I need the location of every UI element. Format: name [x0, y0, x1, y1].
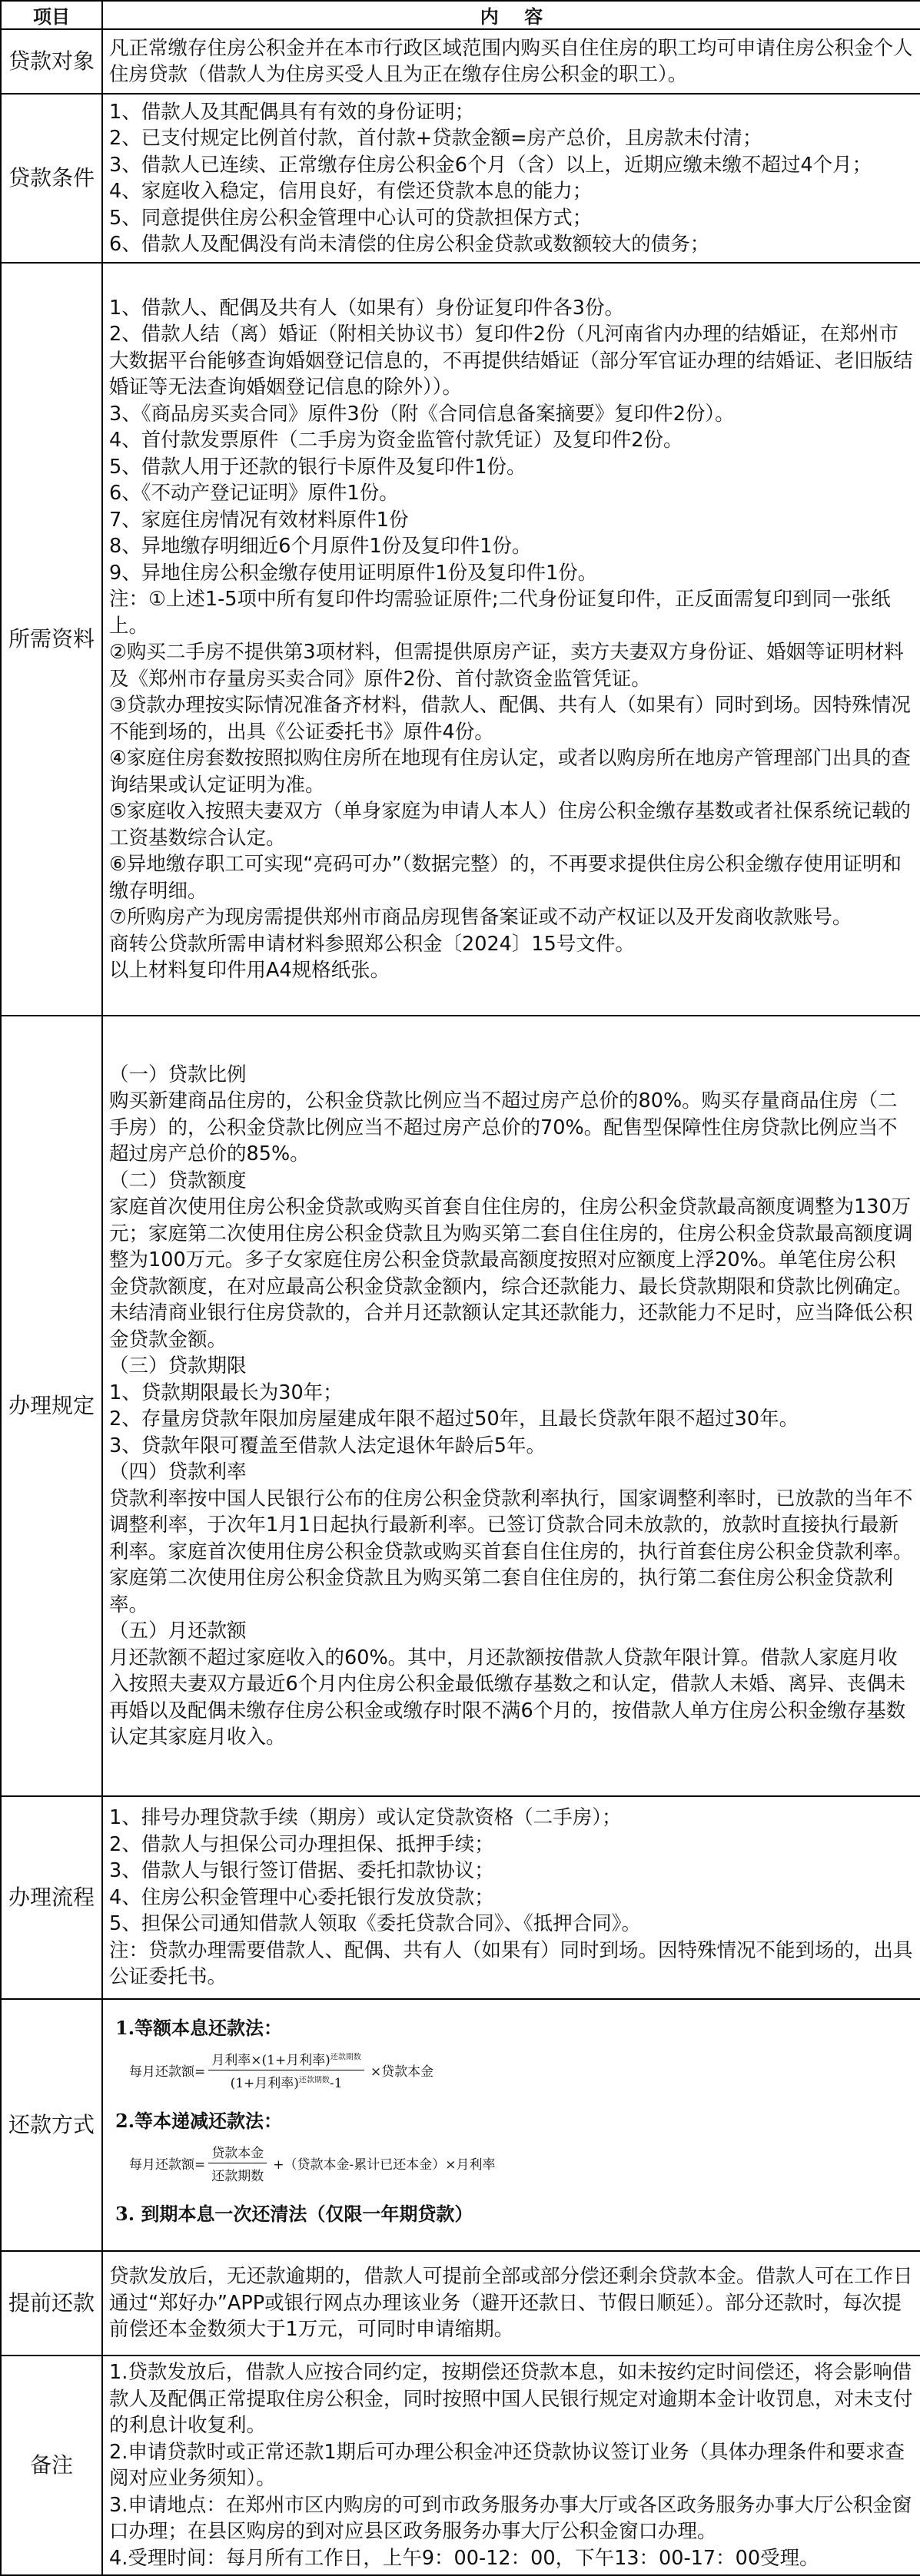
fraction-denominator: 还款期数: [211, 2169, 264, 2184]
row-regulations: [1, 1016, 920, 1796]
formula-equal-principal: [129, 2142, 908, 2184]
text-line: 6、《不动产登记证明》原件1份。: [109, 482, 399, 505]
row-label: 还款方式: [1, 1999, 102, 2251]
header-content: [102, 1, 920, 29]
text-line: 3、借款人已连续、正常缴存住房公积金6个月（含）以上，近期应缴未缴不超过4个月；: [109, 153, 872, 177]
denominator-tail: -1: [329, 2076, 343, 2091]
text-line: 5、同意提供住房公积金管理中心认可的贷款担保方式；: [109, 206, 593, 230]
text-line: 5、担保公司通知借款人领取《委托贷款合同》、《抵押合同》。: [109, 1912, 641, 1936]
exponent: 还款期数: [298, 2076, 330, 2085]
text-line: 注：①上述1-5项中所有复印件均需验证原件;二代身份证复印件，正反面需复印到同一张纸上。: [109, 588, 891, 638]
text-line: 2.申请贷款时或正常还款1期后可办理公积金冲还贷款协议签订业务（具体办理条件和要求查阅对应业务须知）。: [109, 2440, 905, 2490]
text-line: ④家庭住房套数按照拟购住房所在地现有住房认定，或者以购房所在地房产管理部门出具的查询结果或认定证明为准。: [109, 747, 911, 797]
text-line: 贷款发放后，无还款逾期的，借款人可提前全部或部分偿还剩余贷款本金。借款人可在工作日通过“郑好办”APP或银行网点办理该业务（避开还款日、节假日顺延）。部分还款时，每次提前偿还本金数须大于1万元，可同时申请缩期。: [109, 2265, 913, 2342]
text-line: ⑤家庭收入按照夫妻双方（单身家庭为申请人本人）住房公积金缴存基数或者社保系统记载的工资基数综合认定。: [109, 800, 911, 850]
text-line: 5、借款人用于还款的银行卡原件及复印件1份。: [109, 455, 526, 479]
row-content: [102, 2251, 920, 2356]
text-line: 6、借款人及配偶没有尚未清偿的住房公积金贷款或数额较大的债务；: [109, 233, 710, 256]
header-item: [1, 1, 102, 29]
text-line: 8、异地缴存明细近6个月原件1份及复印件1份。: [109, 535, 532, 558]
text-line: ⑦所购房产为现房需提供郑州市商品房现售备案证或不动产权证以及开发商收款账号。: [109, 906, 852, 929]
numerator-text: 月利率×(1+月利率): [211, 2053, 330, 2068]
method-title: 3. 到期本息一次还清法（仅限一年期贷款）: [115, 2203, 473, 2225]
text-line: 9、异地住房公积金缴存使用证明原件1份及复印件1份。: [109, 561, 598, 585]
row-content: [102, 1999, 920, 2251]
row-loan-conditions: [1, 94, 920, 263]
repayment-methods: [103, 2000, 920, 2250]
text-line: （一）贷款比例: [109, 1063, 247, 1086]
text-line: 2、存量房贷款年限加房屋建成年限不超过50年，且最长贷款年限不超过30年。: [109, 1407, 799, 1431]
row-required-materials: [1, 263, 920, 1016]
text-line: 2、已支付规定比例首付款，首付款+贷款金额=房产总价，且房款未付清；: [109, 127, 762, 150]
formula-equal-installment: [129, 2049, 908, 2091]
row-content: [102, 1796, 920, 1999]
row-content: [102, 94, 920, 263]
row-label: 所需资料: [1, 263, 102, 1016]
row-label: 贷款对象: [1, 29, 102, 94]
text-line: 3、贷款年限可覆盖至借款人法定退休年龄后5年。: [109, 1434, 546, 1457]
text-line: 未结清商业银行住房贷款的，合并月还款额认定其还款能力，还款能力不足时，应当降低公积金贷款金额。: [109, 1301, 913, 1351]
text-line: （三）贷款期限: [109, 1354, 247, 1378]
row-prepayment: [1, 2251, 920, 2356]
row-label: 备注: [1, 2356, 102, 2575]
text-line: 购买新建商品住房的，公积金贷款比例应当不超过房产总价的80%。购买存量商品住房（二手房）的，公积金贷款比例应当不超过房产总价的70%。配售型保障性住房贷款比例应当不超过房产总价的85%。: [109, 1089, 898, 1165]
text-line: 7、家庭住房情况有效材料原件1份: [109, 508, 409, 532]
text-line: 3、《商品房买卖合同》原件3份（附《合同信息备案摘要》复印件2份）。: [109, 402, 735, 426]
row-content: [102, 1016, 920, 1796]
fraction-numerator: 贷款本金: [208, 2142, 267, 2163]
text-line: 家庭首次使用住房公积金贷款或购买首套自住住房的，住房公积金贷款最高额度调整为130万元；家庭第二次使用住房公积金贷款且为购买第二套自住住房的，住房公积金贷款最高额度调整为100万元。多子女家庭住房公积金贷款最高额度按照对应额度上浮20%。单笔住房公积金贷款额度，在对应最高公积金贷款金额内，综合还款能力、最长贷款期限和贷款比例确定。: [109, 1195, 913, 1298]
text-line: 2、借款人结（离）婚证（附相关协议书）复印件2份（凡河南省内办理的结婚证，在郑州市大数据平台能够查询婚姻登记信息的，不再提供结婚证（部分军官证办理的结婚证、老旧版结婚证等无法查询婚姻登记信息的除外））。: [109, 323, 913, 399]
formula-fraction: [208, 2142, 267, 2184]
fraction-numerator: [208, 2049, 364, 2070]
row-process: [1, 1796, 920, 1999]
text-line: 1、排号办理贷款手续（期房）或认定贷款资格（二手房）；: [109, 1806, 622, 1830]
text-line: 3.申请地点：在郑州市区内购房的可到市政务服务办事大厅或各区政务服务办事大厅公积金窗口办理；在县区购房的到对应县区政务服务办事大厅公积金窗口办理。: [109, 2493, 912, 2543]
text-line: （四）贷款利率: [109, 1460, 247, 1484]
row-label: 提前还款: [1, 2251, 102, 2356]
row-loan-target: [1, 29, 920, 94]
text-line: 1、借款人、配偶及共有人（如果有）身份证复印件各3份。: [109, 296, 624, 320]
text-line: 商转公贷款所需申请材料参照郑公积金〔2024〕15号文件。: [109, 932, 635, 956]
row-content: [102, 29, 920, 94]
text-line: 1、借款人及其配偶具有有效的身份证明；: [109, 100, 475, 124]
row-repayment: [1, 1999, 920, 2251]
text-line: 以上材料复印件用A4规格纸张。: [109, 959, 390, 982]
fraction-denominator: [228, 2070, 346, 2091]
formula-tail: +（贷款本金-累计已还本金）×月利率: [273, 2157, 496, 2173]
text-line: 4、首付款发票原件（二手房为资金监管付款凭证）及复印件2份。: [109, 429, 683, 452]
method-title: 1.等额本息还款法：: [115, 2017, 283, 2039]
text-line: 4、住房公积金管理中心委托银行发放贷款；: [109, 1885, 494, 1909]
header-item-label: 项目: [33, 6, 70, 28]
text-line: ③贷款办理按实际情况准备齐材料，借款人、配偶、共有人（如果有）同时到场。因特殊情况不能到场的，出具《公证委托书》原件4份。: [109, 694, 911, 744]
row-notes: [1, 2356, 920, 2575]
text-line: 月还款额不超过家庭收入的60%。其中，月还款额按借款人贷款年限计算。借款人家庭月收入按照夫妻双方最近6个月内住房公积金最低缴存基数之和认定，借款人未婚、离异、丧偶未再婚以及配偶未缴存住房公积金或缴存时限不满6个月的，按借款人单方住房公积金缴存基数认定其家庭月收入。: [109, 1646, 906, 1749]
text-line: ⑥异地缴存职工可实现“亮码可办”（数据完整）的，不再要求提供住房公积金缴存使用证明和缴存明细。: [109, 853, 902, 903]
text-line: ②购买二手房不提供第3项材料，但需提供原房产证，卖方夫妻双方身份证、婚姻等证明材料及《郑州市存量房买卖合同》原件2份、首付款资金监管凭证。: [109, 641, 904, 691]
row-label: 办理流程: [1, 1796, 102, 1999]
row-label: 办理规定: [1, 1016, 102, 1796]
formula-prefix: 每月还款额=: [129, 2157, 206, 2173]
row-label: 贷款条件: [1, 94, 102, 263]
text-line: 4、家庭收入稳定，信用良好，有偿还贷款本息的能力；: [109, 180, 593, 203]
formula-prefix: 每月还款额=: [129, 2064, 206, 2080]
row-content: [102, 263, 920, 1016]
exponent: 还款期数: [330, 2053, 361, 2062]
formula-fraction: [208, 2049, 364, 2091]
denominator-text: (1+月利率): [230, 2076, 299, 2091]
text-line: （二）贷款额度: [109, 1169, 247, 1192]
text-line: 1、贷款期限最长为30年；: [109, 1381, 343, 1404]
text-line: 2、借款人与担保公司办理担保、抵押手续；: [109, 1832, 494, 1856]
text-line: 注：贷款办理需要借款人、配偶、共有人（如果有）同时到场。因特殊情况不能到场的，出具公证委托书。: [109, 1938, 913, 1989]
formula-tail: ×贷款本金: [370, 2064, 434, 2080]
text-line: 4.受理时间：每月所有工作日，上午9：00-12：00，下午13：00-17：00受理。: [109, 2546, 819, 2570]
text-line: 贷款利率按中国人民银行公布的住房公积金贷款利率执行，国家调整利率时，已放款的当年不调整利率，于次年1月1日起执行最新利率。已签订贷款合同未放款的，放款时直接执行最新利率。家庭首次使用住房公积金贷款或购买首套自住住房的，执行首套住房公积金贷款利率。家庭第二次使用住房公积金贷款且为购买第二套自住住房的，执行第二套住房公积金贷款利率。: [109, 1487, 913, 1616]
text-line: 1.贷款发放后，借款人应按合同约定，按期偿还贷款本息，如未按约定时间偿还，将会影响借款人及配偶正常提取住房公积金，同时按照中国人民银行规定对逾期本金计收罚息，对未支付的利息计收复利。: [109, 2361, 913, 2437]
header-content-label: 内 容: [480, 6, 543, 28]
text-line: 3、借款人与银行签订借据、委托扣款协议；: [109, 1859, 494, 1883]
row-content: [102, 2356, 920, 2575]
text-line: （五）月还款额: [109, 1620, 247, 1643]
header-row: [1, 1, 920, 29]
method-title: 2.等本递减还款法：: [115, 2110, 283, 2132]
text-line: 凡正常缴存住房公积金并在本市行政区域范围内购买自住住房的职工均可申请住房公积金个人住房贷款（借款人为住房买受人且为正在缴存住房公积金的职工）。: [109, 36, 913, 86]
